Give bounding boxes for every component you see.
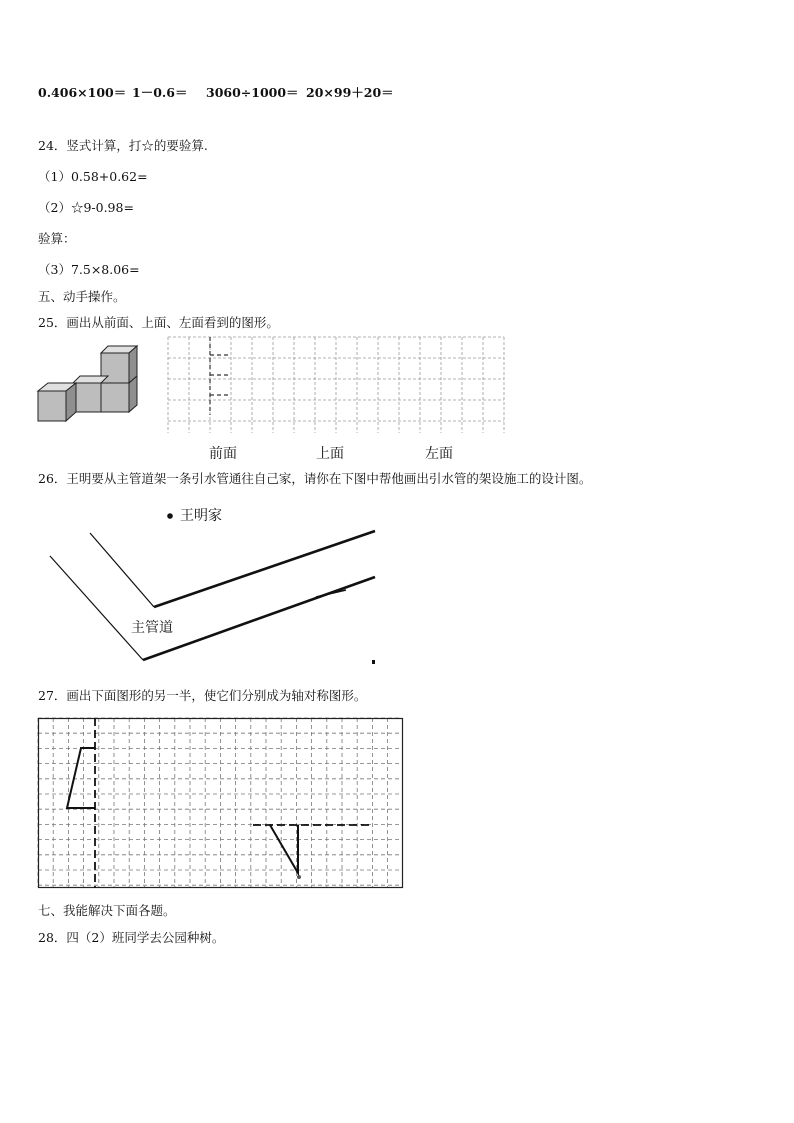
q27-symmetry-grid[interactable] — [38, 718, 404, 890]
main-pipe-label: 主管道 — [131, 620, 173, 636]
wangming-home-label: 王明家 — [180, 508, 222, 524]
calc-item-2: 1－0.6＝ — [132, 85, 188, 100]
q25-label-left: 左面 — [425, 446, 453, 462]
q25-label-top: 上面 — [316, 446, 344, 462]
q24-item-1: （1）0.58+0.62= — [38, 169, 148, 184]
q25-label-front: 前面 — [209, 446, 237, 462]
q24-item-3: （3）7.5×8.06= — [38, 262, 140, 277]
calc-item-4: 20×99＋20＝ — [306, 85, 394, 100]
q27-title: 27．画出下面图形的另一半，使它们分别成为轴对称图形。 — [38, 688, 367, 703]
q25-title: 25．画出从前面、上面、左面看到的图形。 — [38, 315, 279, 330]
q24-item-2: （2）☆9-0.98= — [38, 200, 134, 215]
calc-item-1: 0.406×100＝ — [38, 85, 127, 100]
q24-verify-label: 验算： — [38, 231, 76, 246]
q24-title: 24．竖式计算，打☆的要验算. — [38, 138, 208, 153]
section-5-heading: 五、动手操作。 — [38, 289, 126, 304]
section-7-heading: 七、我能解决下面各题。 — [38, 903, 176, 918]
q28-title: 28．四（2）班同学去公园种树。 — [38, 930, 225, 945]
wangming-home-dot — [167, 513, 173, 519]
q26-title: 26．王明要从主管道架一条引水管通往自己家，请你在下图中帮他画出引水管的架设施工的设计图。 — [38, 471, 592, 486]
calc-item-3: 3060÷1000＝ — [206, 85, 299, 100]
